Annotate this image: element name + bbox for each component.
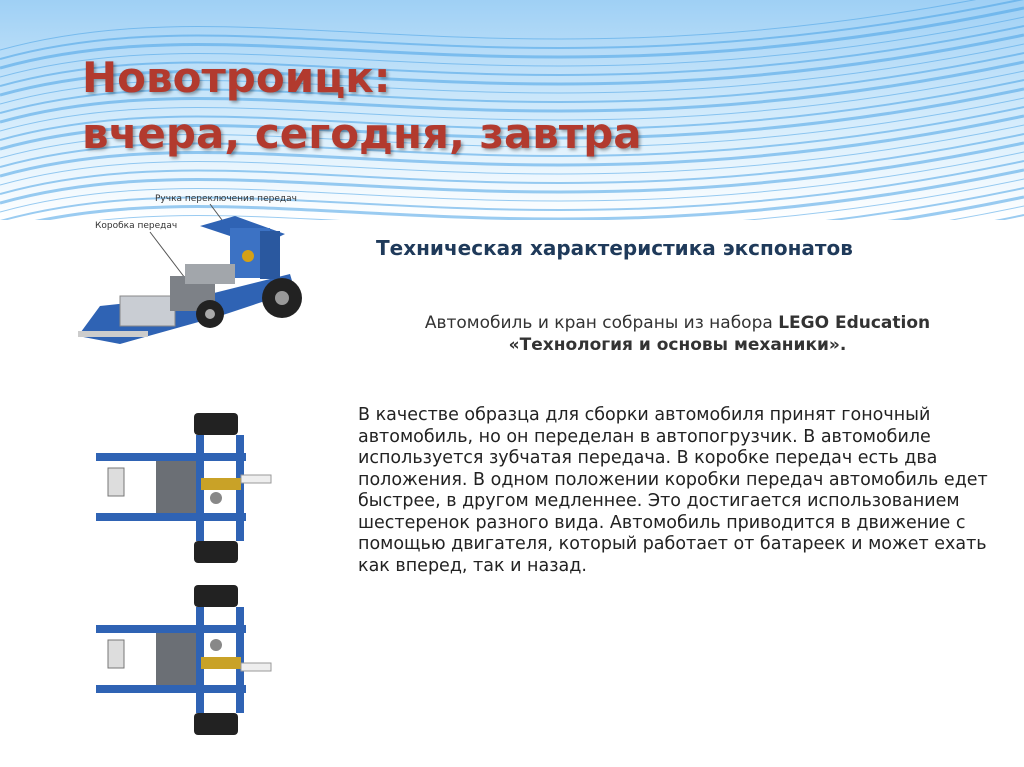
slide-title	[82, 50, 642, 162]
chassis-top-view-image-1	[96, 413, 272, 563]
slide-title-line-2: вчера, сегодня, завтра	[82, 109, 642, 158]
label-gearbox: Коробка передач	[95, 221, 178, 231]
lead-paragraph	[360, 312, 995, 356]
slide-subtitle: Техническая характеристика экспонатов	[376, 236, 853, 260]
chassis-top-view-image-2	[96, 585, 272, 735]
slide-title-line-1: Новотроицк:	[82, 53, 391, 102]
label-gear-lever: Ручка переключения передач	[155, 194, 297, 204]
lead-brand: LEGO Education	[778, 313, 931, 333]
lead-text: Автомобиль и кран собраны из набора	[424, 313, 779, 333]
body-paragraph: В качестве образца для сборки автомобиля принят гоночный автомобиль, но он переделан в автопогрузчик. В автомобиле используется зубчатая передача. В коробке передач есть два положения. В одном положении коробки передач автомобиль едет быстрее, в другом медленнее. Это достигается использованием шестеренок разного вида. Автомобиль приводится в движение с помощью двигателя, который работает от батареек и может ехать как вперед, так и назад.	[358, 405, 988, 576]
lead-kit-name: «Технология и основы механики».	[508, 335, 847, 355]
lego-race-car-image	[60, 186, 330, 364]
